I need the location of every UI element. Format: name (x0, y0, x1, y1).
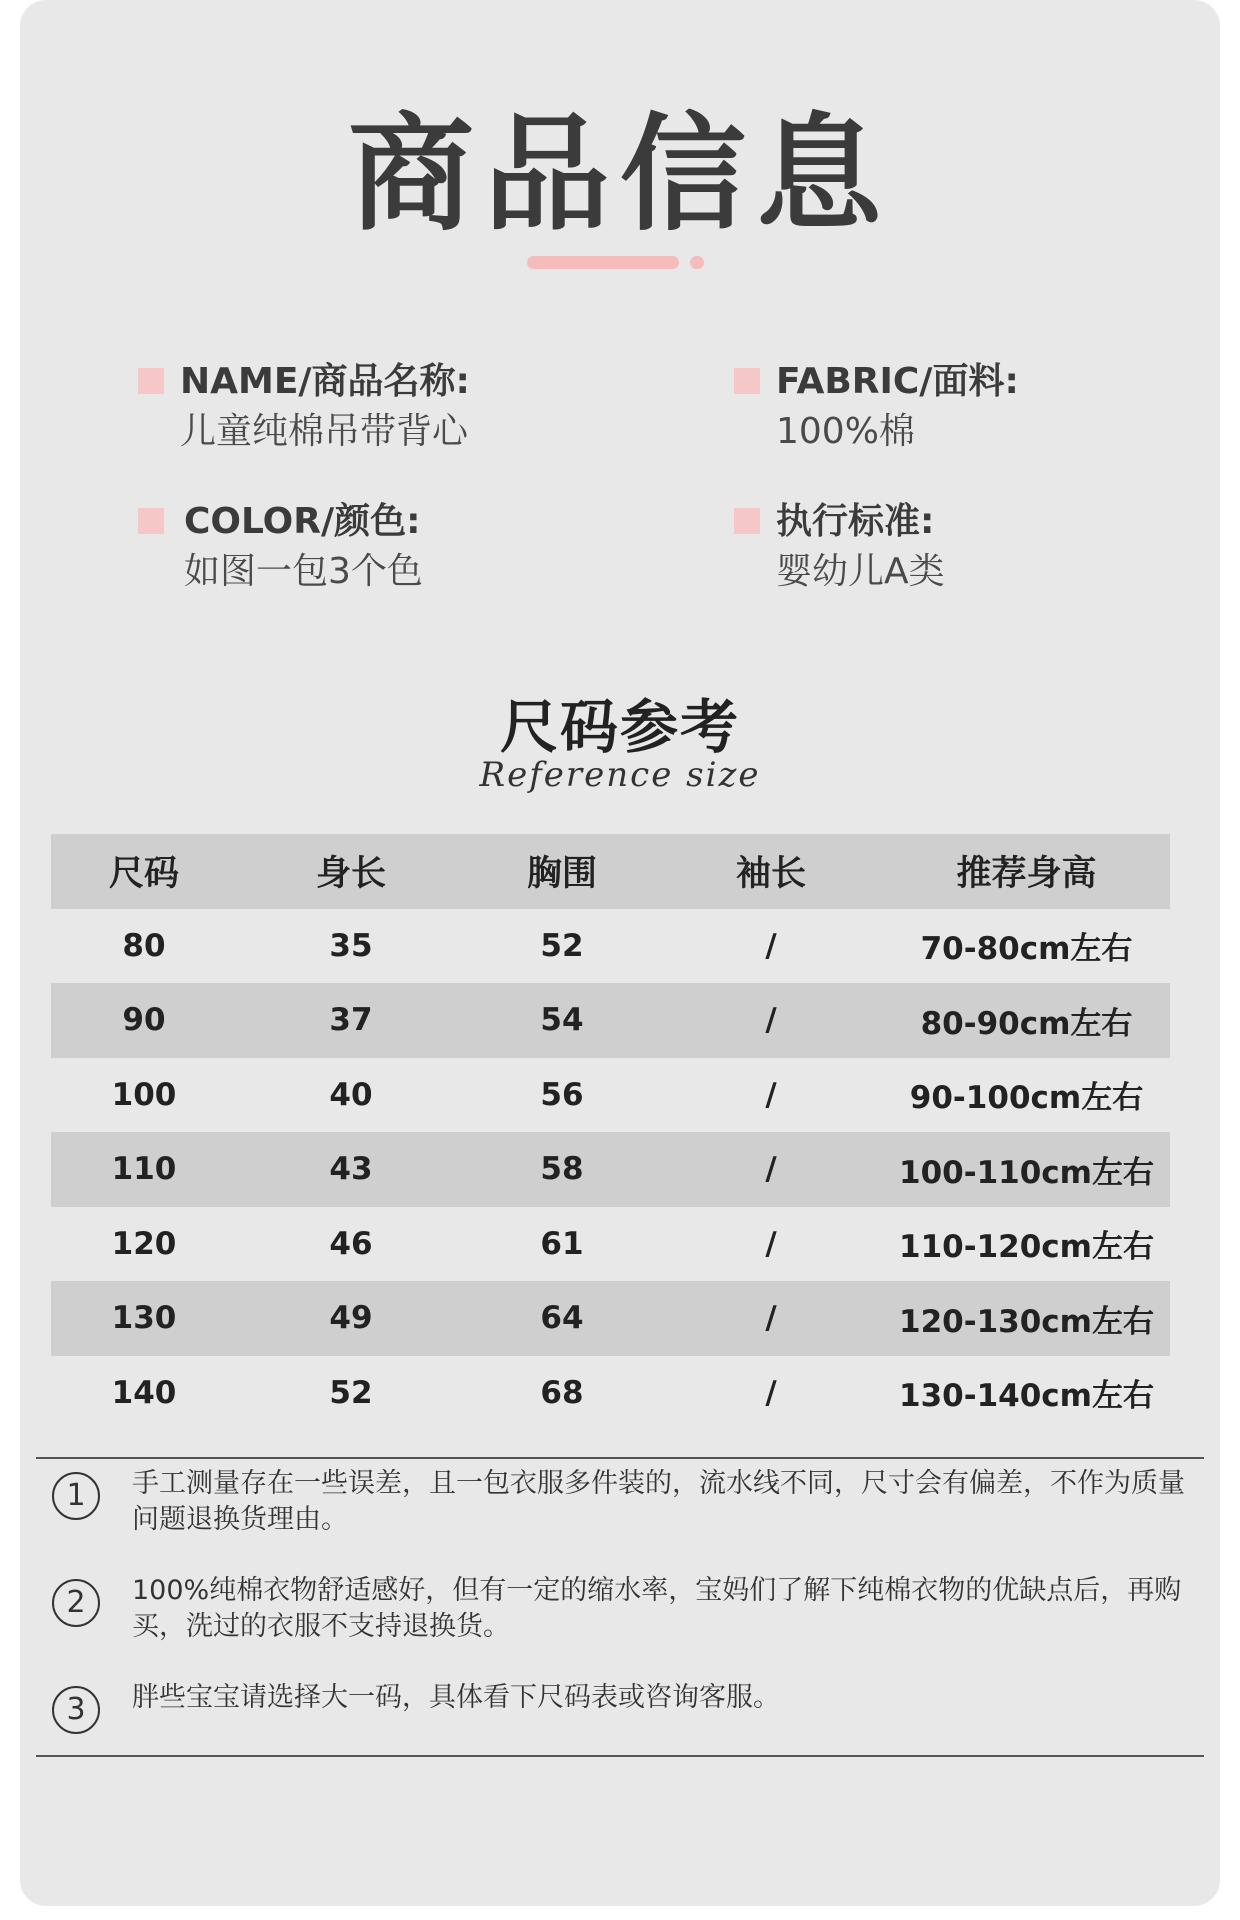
title-accent-bar (527, 256, 679, 269)
table-cell: / (765, 1374, 777, 1411)
table-header-cell: 袖长 (659, 834, 883, 909)
size-table (51, 834, 1170, 1430)
table-row (51, 1132, 1170, 1207)
page-title: 商品信息 (348, 101, 892, 248)
table-cell: 52 (329, 1374, 373, 1411)
note-text: 胖些宝宝请选择大一码，具体看下尺码表或咨询客服。 (132, 1682, 780, 1713)
circled-number-icon: 2 (52, 1579, 100, 1627)
table-cell: 100 (111, 1076, 177, 1113)
table-cell: 58 (465, 1132, 659, 1207)
table-cell: / (659, 983, 883, 1058)
table-cell: 35 (329, 927, 373, 964)
table-cell: / (659, 1132, 883, 1207)
table-cell: 120-130cm左右 (883, 1281, 1170, 1356)
table-cell: / (765, 1225, 777, 1262)
circled-number-icon: 3 (52, 1686, 100, 1734)
table-cell: 140 (111, 1374, 177, 1411)
table-cell: 56 (540, 1076, 584, 1113)
table-cell: 70-80cm左右 (920, 931, 1133, 968)
table-cell: 64 (465, 1281, 659, 1356)
table-cell: / (659, 1281, 883, 1356)
info-value: 如图一包3个色 (184, 551, 423, 592)
notes-bottom-divider (36, 1755, 1204, 1757)
note-text: 手工测量存在一些误差，且一包衣服多件装的，流水线不同，尺寸会有偏差，不作为质量问题退换货理由。 (132, 1468, 1185, 1535)
info-value: 儿童纯棉吊带背心 (180, 411, 469, 452)
table-cell: 130 (51, 1281, 237, 1356)
table-header-cell: 胸围 (465, 834, 659, 909)
table-cell: / (765, 927, 777, 964)
square-bullet-icon (734, 368, 760, 394)
circled-number-icon: 1 (52, 1472, 100, 1520)
notes-top-divider (36, 1457, 1204, 1459)
square-bullet-icon (734, 508, 760, 534)
table-cell: 120 (111, 1225, 177, 1262)
table-row (51, 983, 1170, 1058)
table-cell: 40 (329, 1076, 373, 1113)
table-cell: 90-100cm左右 (909, 1080, 1144, 1117)
table-cell: 110-120cm左右 (899, 1229, 1154, 1266)
table-cell: / (765, 1076, 777, 1113)
title-accent-dot (690, 256, 704, 269)
info-label: NAME/商品名称: (180, 361, 470, 402)
table-cell: 68 (540, 1374, 584, 1411)
table-header-cell: 推荐身高 (883, 834, 1170, 909)
table-cell: 110 (51, 1132, 237, 1207)
table-header-row (51, 834, 1170, 909)
info-value: 100%棉 (776, 411, 915, 452)
table-cell: 43 (237, 1132, 465, 1207)
table-cell: 54 (465, 983, 659, 1058)
info-value: 婴幼儿A类 (776, 551, 945, 592)
table-header-cell: 尺码 (51, 834, 237, 909)
note-text: 100%纯棉衣物舒适感好，但有一定的缩水率，宝妈们了解下纯棉衣物的优缺点后，再购买，洗过的衣服不支持退换货。 (132, 1575, 1182, 1642)
table-row (51, 1356, 1170, 1431)
table-cell: 130-140cm左右 (899, 1378, 1154, 1415)
size-section-title: 尺码参考 (499, 693, 740, 761)
square-bullet-icon (138, 508, 164, 534)
size-section-subtitle: Reference size (479, 755, 761, 795)
info-label: FABRIC/面料: (776, 361, 1019, 402)
table-row (51, 1207, 1170, 1282)
info-label: 执行标准: (776, 501, 935, 542)
info-label: COLOR/颜色: (184, 501, 421, 542)
table-cell: 80-90cm左右 (883, 983, 1170, 1058)
table-cell: 90 (51, 983, 237, 1058)
table-cell: 46 (329, 1225, 373, 1262)
table-cell: 100-110cm左右 (883, 1132, 1170, 1207)
square-bullet-icon (138, 368, 164, 394)
table-cell: 49 (237, 1281, 465, 1356)
table-cell: 37 (237, 983, 465, 1058)
table-row (51, 1281, 1170, 1356)
table-cell: 80 (122, 927, 166, 964)
table-header-cell: 身长 (237, 834, 465, 909)
table-cell: 61 (540, 1225, 584, 1262)
table-row (51, 1058, 1170, 1133)
table-cell: 52 (540, 927, 584, 964)
table-row (51, 909, 1170, 984)
